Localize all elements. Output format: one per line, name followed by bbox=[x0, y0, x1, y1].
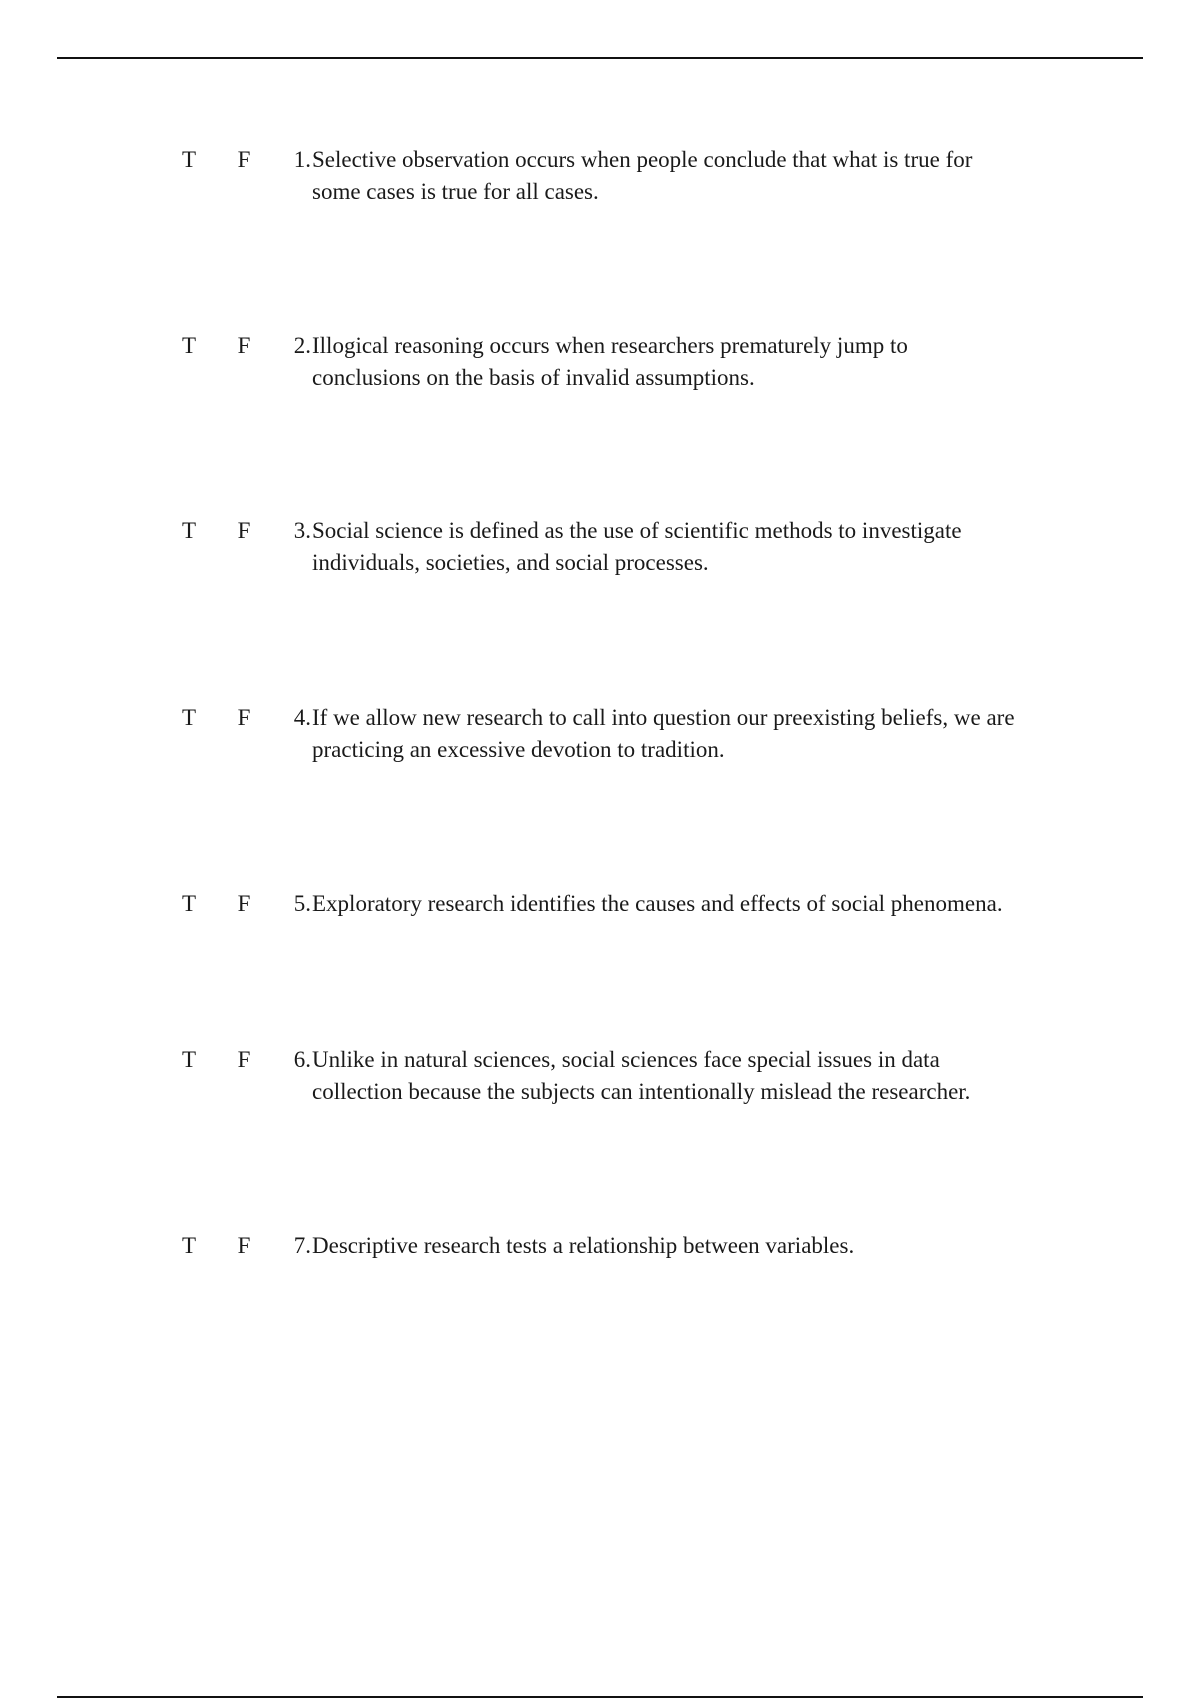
question-text-line: practicing an excessive devotion to tradition. bbox=[312, 737, 725, 762]
question-text-line: Unlike in natural sciences, social sciences face special issues in data bbox=[312, 1047, 940, 1072]
question-text-line: Descriptive research tests a relationship between variables. bbox=[312, 1233, 855, 1258]
question-number: 7. bbox=[293, 1233, 311, 1258]
false-option[interactable]: F bbox=[237, 1233, 251, 1258]
question-text-line: If we allow new research to call into question our preexisting beliefs, we are bbox=[312, 705, 1015, 730]
question-number: 3. bbox=[293, 518, 311, 543]
question-number: 5. bbox=[293, 891, 311, 916]
false-option[interactable]: F bbox=[237, 333, 251, 358]
question-text-line: Selective observation occurs when people conclude that what is true for bbox=[312, 147, 973, 172]
question-text bbox=[312, 1044, 1062, 1108]
question-text bbox=[312, 330, 1062, 394]
question-text-line: Social science is defined as the use of scientific methods to investigate bbox=[312, 518, 962, 543]
question-number: 4. bbox=[293, 705, 311, 730]
bottom-rule bbox=[57, 1696, 1143, 1698]
question-text-line: individuals, societies, and social processes. bbox=[312, 550, 709, 575]
question-text-line: some cases is true for all cases. bbox=[312, 179, 599, 204]
false-option[interactable]: F bbox=[237, 891, 251, 916]
true-option[interactable]: T bbox=[181, 891, 197, 916]
true-option[interactable]: T bbox=[181, 1047, 197, 1072]
false-option[interactable]: F bbox=[237, 518, 251, 543]
false-option[interactable]: F bbox=[237, 705, 251, 730]
question-number: 6. bbox=[293, 1047, 311, 1072]
false-option[interactable]: F bbox=[237, 1047, 251, 1072]
question-text bbox=[312, 888, 1062, 920]
true-option[interactable]: T bbox=[181, 147, 197, 172]
question-text bbox=[312, 1230, 1062, 1262]
true-option[interactable]: T bbox=[181, 518, 197, 543]
question-number: 2. bbox=[293, 333, 311, 358]
true-option[interactable]: T bbox=[181, 333, 197, 358]
question-number: 1. bbox=[293, 147, 311, 172]
question-text bbox=[312, 702, 1062, 766]
question-text-line: collection because the subjects can intentionally mislead the researcher. bbox=[312, 1079, 971, 1104]
question-text-line: Illogical reasoning occurs when researchers prematurely jump to bbox=[312, 333, 908, 358]
question-text bbox=[312, 144, 1062, 208]
false-option[interactable]: F bbox=[237, 147, 251, 172]
question-text-line: Exploratory research identifies the causes and effects of social phenomena. bbox=[312, 891, 1003, 916]
true-option[interactable]: T bbox=[181, 1233, 197, 1258]
question-text bbox=[312, 515, 1062, 579]
question-text-line: conclusions on the basis of invalid assumptions. bbox=[312, 365, 755, 390]
true-option[interactable]: T bbox=[181, 705, 197, 730]
top-rule bbox=[57, 57, 1143, 59]
